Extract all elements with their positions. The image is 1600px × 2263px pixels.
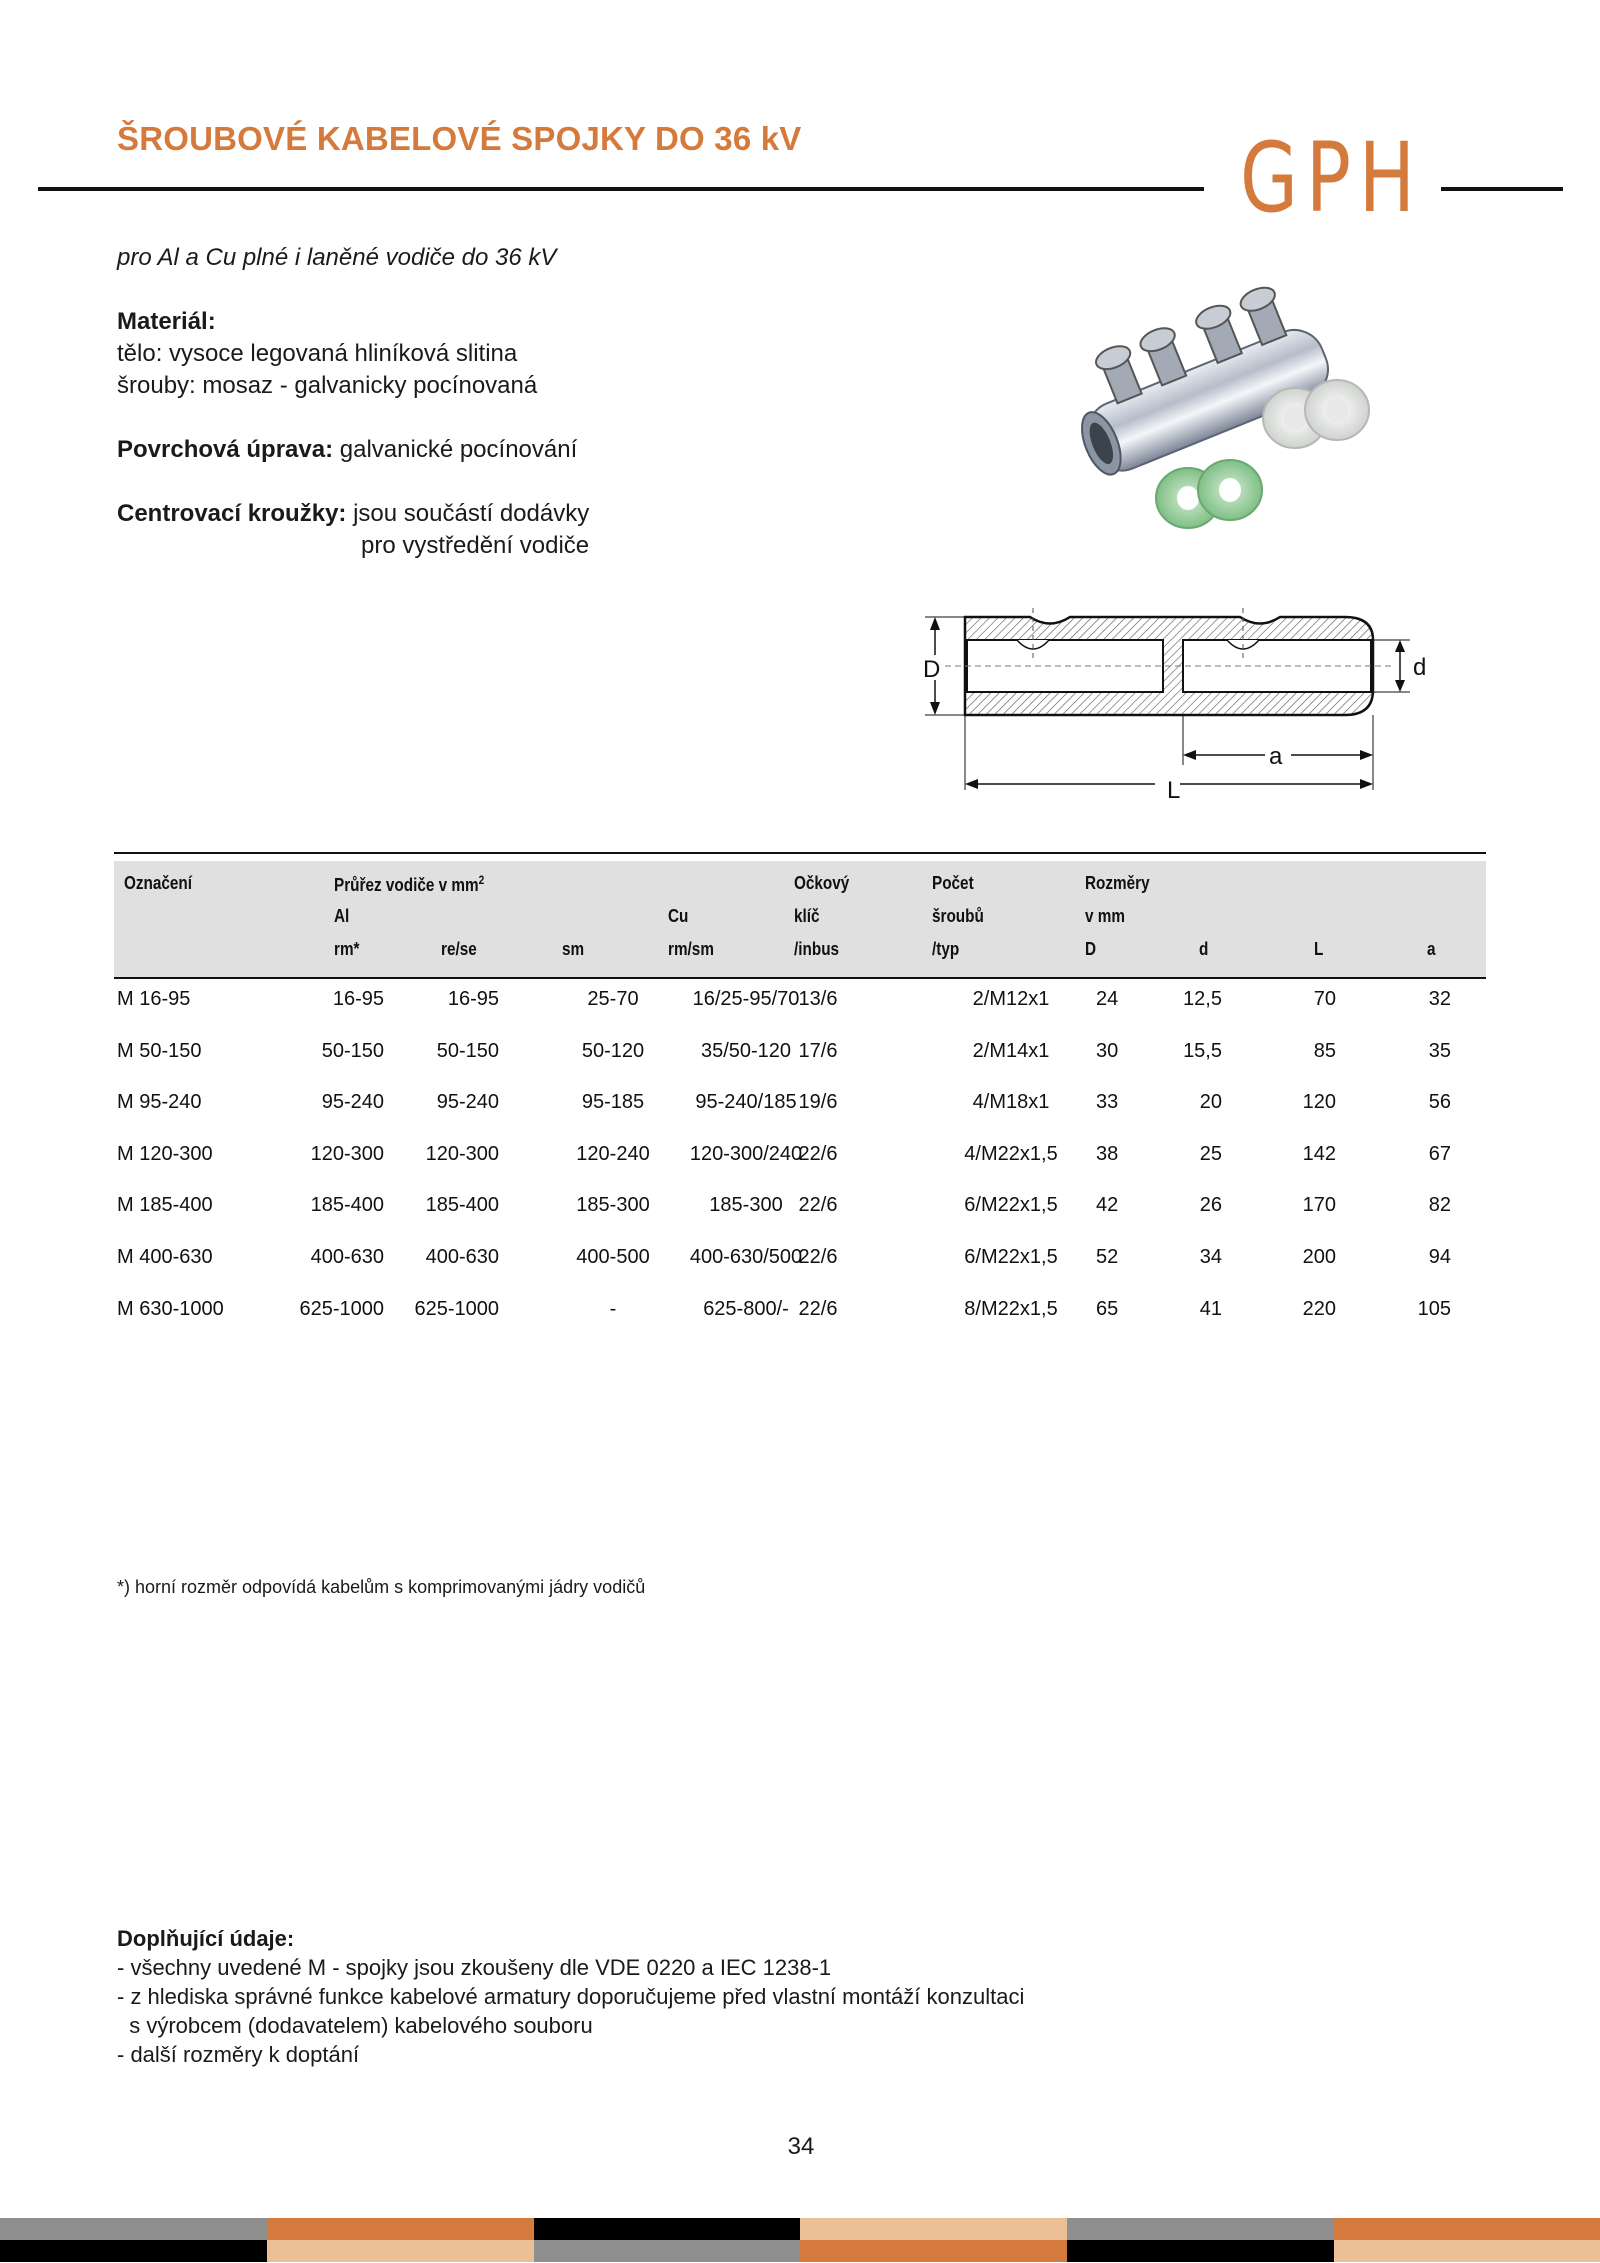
table-rule-top [114, 852, 1486, 854]
additional-info [117, 1924, 1024, 2069]
product-photo [1050, 250, 1390, 535]
cell-oznaceni: M 630-1000 [117, 1297, 224, 1320]
th-inbus: /inbus [794, 939, 840, 959]
cell-cu-rmsm: 35/50-120 [700, 1039, 792, 1062]
cell-D: 33 [1096, 1091, 1119, 1114]
material-section [117, 306, 537, 402]
cell-klic: 22/6 [798, 1297, 838, 1320]
cell-oznaceni: M 50-150 [117, 1039, 202, 1062]
material-label: Materiál: [117, 308, 216, 335]
cell-klic: 13/6 [798, 988, 838, 1010]
cell-sroubu: 4/M22x1,5 [964, 1142, 1058, 1165]
brand-logo: GPH [1240, 122, 1423, 234]
th-rm: rm* [334, 939, 360, 959]
th-oznaceni: Označení [124, 873, 193, 893]
stripe-bottom-5 [1067, 2240, 1334, 2262]
header-rule-right [1441, 187, 1563, 191]
cell-D: 52 [1096, 1246, 1119, 1268]
table-rule-header [114, 977, 1486, 979]
th-D: D [1085, 939, 1097, 959]
cell-L: 142 [1302, 1142, 1336, 1165]
rings-value-1: jsou součástí dodávky [353, 500, 590, 527]
technical-drawing [905, 600, 1435, 805]
cell-L: 85 [1313, 1039, 1336, 1062]
cell-al-rm: 185-400 [310, 1194, 384, 1217]
cell-klic: 22/6 [798, 1142, 838, 1165]
table-header [114, 861, 1486, 977]
cell-L: 200 [1302, 1246, 1336, 1268]
cell-cu-rmsm: 120-300/240 [689, 1142, 803, 1165]
cell-sm: 25-70 [587, 988, 639, 1010]
th-sroubu: šroubů [932, 906, 984, 926]
cell-a: 105 [1417, 1297, 1451, 1320]
th-rese: re/se [441, 939, 477, 959]
cell-a: 56 [1428, 1091, 1451, 1114]
cell-d: 20 [1199, 1091, 1222, 1114]
cell-a: 35 [1428, 1039, 1451, 1062]
th-L: L [1314, 939, 1324, 959]
cell-klic: 19/6 [798, 1091, 838, 1114]
cell-al-rese: 16-95 [447, 988, 499, 1010]
stripe-bottom-3 [534, 2240, 800, 2262]
cell-sm: 185-300 [576, 1194, 650, 1217]
header-rule-left [38, 187, 1204, 191]
cell-al-rm: 16-95 [332, 988, 384, 1010]
cell-sm: 120-240 [576, 1142, 650, 1165]
rings-label: Centrovací kroužky: [117, 500, 347, 527]
cell-al-rm: 50-150 [321, 1039, 384, 1062]
cell-L: 220 [1302, 1297, 1336, 1320]
cell-d: 25 [1199, 1142, 1222, 1165]
cell-sroubu: 4/M18x1 [972, 1091, 1050, 1114]
footnote: *) horní rozměr odpovídá kabelům s komprimovanými jádry vodičů [117, 1577, 646, 1597]
cell-al-rese: 50-150 [436, 1039, 499, 1062]
stripe-top-1 [0, 2218, 267, 2240]
th-ockovy: Očkový [794, 873, 850, 893]
cell-a: 67 [1428, 1142, 1451, 1165]
cell-L: 70 [1313, 988, 1336, 1010]
cell-D: 42 [1096, 1194, 1119, 1217]
th-cu: Cu [668, 906, 689, 926]
cell-al-rm: 400-630 [310, 1246, 384, 1268]
cell-D: 65 [1096, 1297, 1119, 1320]
cell-oznaceni: M 16-95 [117, 988, 191, 1010]
cell-sm: - [609, 1297, 617, 1320]
cell-D: 24 [1096, 988, 1119, 1010]
th-typ: /typ [932, 939, 960, 959]
cell-sm: 400-500 [576, 1246, 650, 1268]
dim-label-d: d [1413, 654, 1427, 681]
cell-sroubu: 6/M22x1,5 [964, 1194, 1058, 1217]
th-prurez-sup: 2 [478, 873, 485, 887]
dim-label-L: L [1167, 777, 1181, 804]
cell-d: 41 [1199, 1297, 1222, 1320]
cell-L: 120 [1302, 1091, 1336, 1114]
cell-D: 38 [1096, 1142, 1119, 1165]
cell-al-rm: 95-240 [321, 1091, 384, 1114]
stripe-bottom-1 [0, 2240, 267, 2262]
cell-al-rese: 120-300 [425, 1142, 499, 1165]
dim-label-D: D [923, 656, 941, 683]
cell-L: 170 [1302, 1194, 1336, 1217]
cell-klic: 22/6 [798, 1194, 838, 1217]
stripe-bottom-4 [800, 2240, 1067, 2262]
th-a: a [1427, 939, 1436, 959]
stripe-top-5 [1067, 2218, 1334, 2240]
th-rozmery: Rozměry [1085, 873, 1150, 893]
additional-label: Doplňující údaje: [117, 1926, 295, 1951]
cell-al-rese: 400-630 [425, 1246, 499, 1268]
cell-klic: 22/6 [798, 1246, 838, 1268]
cell-a: 94 [1428, 1246, 1451, 1268]
cell-klic: 17/6 [798, 1039, 838, 1062]
cell-al-rese: 95-240 [436, 1091, 499, 1114]
cell-al-rese: 625-1000 [414, 1297, 499, 1320]
cell-al-rm: 625-1000 [299, 1297, 384, 1320]
stripe-top-4 [800, 2218, 1067, 2240]
cell-a: 32 [1428, 988, 1451, 1010]
subtitle: pro Al a Cu plné i laněné vodiče do 36 kV [117, 244, 557, 271]
cell-a: 82 [1428, 1194, 1451, 1217]
th-sm: sm [562, 939, 585, 959]
cell-al-rese: 185-400 [425, 1194, 499, 1217]
rings-section [117, 498, 589, 562]
stripe-bottom-6 [1334, 2240, 1600, 2262]
cell-al-rm: 120-300 [310, 1142, 384, 1165]
cell-oznaceni: M 120-300 [117, 1142, 213, 1165]
cell-oznaceni: M 400-630 [117, 1246, 213, 1268]
dim-label-a: a [1269, 743, 1283, 770]
material-line-screws: šrouby: mosaz - galvanicky pocínovaná [117, 372, 538, 399]
cell-d: 15,5 [1183, 1039, 1222, 1062]
cell-cu-rmsm: 185-300 [709, 1194, 783, 1217]
cell-oznaceni: M 185-400 [117, 1194, 213, 1217]
cell-cu-rmsm: 625-800/- [703, 1297, 789, 1320]
stripe-top-6 [1334, 2218, 1600, 2240]
additional-line-3: s výrobcem (dodavatelem) kabelového souboru [117, 2013, 593, 2038]
th-d: d [1199, 939, 1209, 959]
rings-value-2: pro vystředění vodiče [361, 532, 590, 559]
cell-d: 12,5 [1183, 988, 1222, 1010]
th-al: Al [334, 906, 350, 926]
cell-sroubu: 2/M12x1 [972, 988, 1050, 1010]
cell-d: 26 [1199, 1194, 1222, 1217]
stripe-bottom-2 [267, 2240, 534, 2262]
cell-d: 34 [1199, 1246, 1222, 1268]
cell-sroubu: 8/M22x1,5 [964, 1297, 1058, 1320]
page-number: 34 [787, 2133, 815, 2160]
stripe-top-2 [267, 2218, 534, 2240]
cell-cu-rmsm: 16/25-95/70 [692, 988, 800, 1010]
th-rmsm: rm/sm [668, 939, 714, 959]
material-line-body: tělo: vysoce legovaná hliníková slitina [117, 340, 518, 367]
th-klic: klíč [794, 906, 820, 926]
th-prurez-text: Průřez vodiče v mm [334, 875, 479, 895]
cell-D: 30 [1096, 1039, 1119, 1062]
th-prurez [334, 873, 484, 896]
cell-sm: 50-120 [581, 1039, 645, 1062]
surface-value: galvanické pocínování [339, 436, 578, 463]
cell-sroubu: 2/M14x1 [972, 1039, 1050, 1062]
surface-section [117, 434, 577, 466]
additional-line-1: - všechny uvedené M - spojky jsou zkoušeny dle VDE 0220 a IEC 1238-1 [117, 1955, 832, 1980]
cell-cu-rmsm: 400-630/500 [689, 1246, 803, 1268]
cell-cu-rmsm: 95-240/185 [695, 1091, 797, 1114]
stripe-top-3 [534, 2218, 800, 2240]
cell-oznaceni: M 95-240 [117, 1091, 202, 1114]
th-pocet: Počet [932, 873, 974, 893]
cell-sm: 95-185 [581, 1091, 645, 1114]
additional-line-2: - z hlediska správné funkce kabelové armatury doporučujeme před vlastní montáží konzultaci [117, 1984, 1025, 2009]
cell-sroubu: 6/M22x1,5 [964, 1246, 1058, 1268]
th-vmm: v mm [1085, 906, 1125, 926]
additional-line-4: - další rozměry k doptání [117, 2042, 360, 2067]
surface-label: Povrchová úprava: [117, 436, 334, 463]
page-title: ŠROUBOVÉ KABELOVÉ SPOJKY DO 36 kV [117, 120, 802, 157]
